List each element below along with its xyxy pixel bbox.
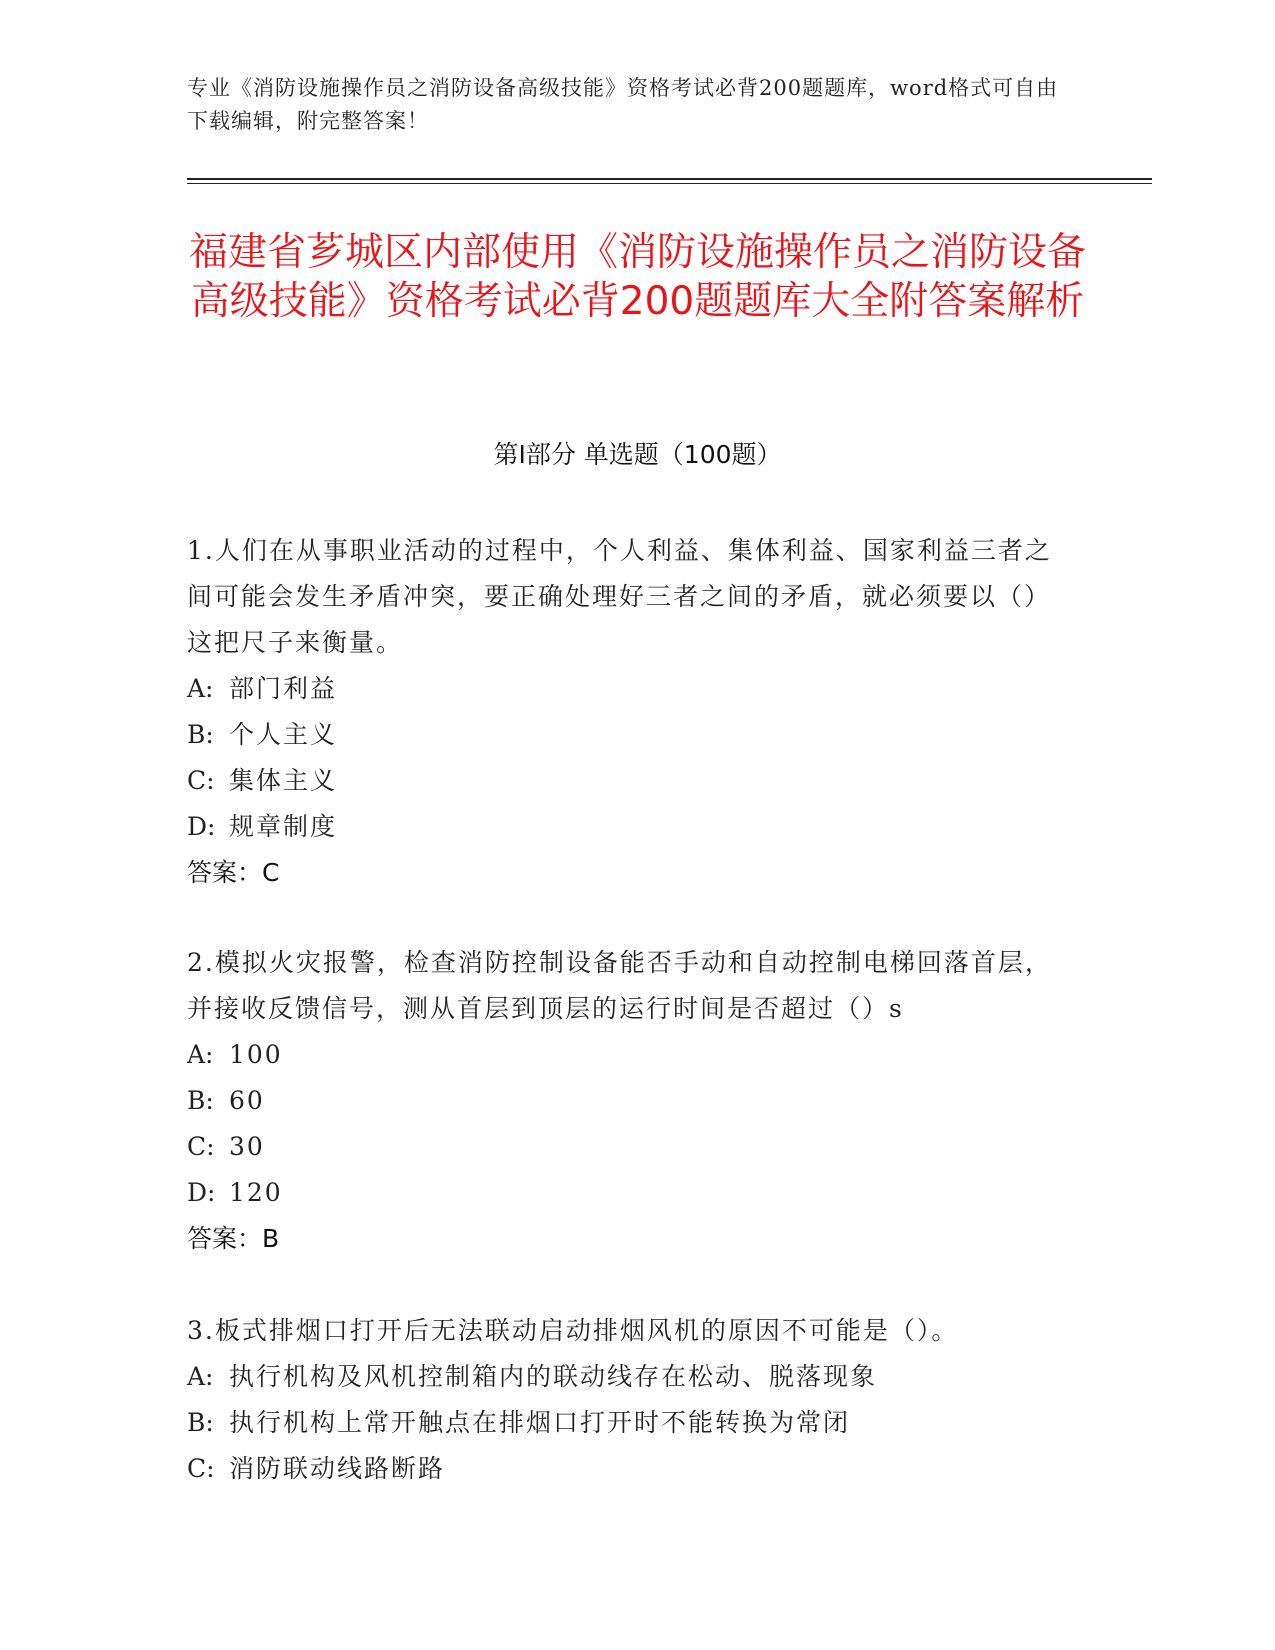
option-d: [187, 804, 1067, 850]
option-b: [187, 1078, 1067, 1124]
option-c: [187, 1446, 1067, 1492]
option-letter: C:: [187, 766, 215, 795]
question-3: [187, 1308, 1067, 1492]
option-text: 集体主义: [229, 766, 338, 795]
option-letter: A:: [187, 1040, 214, 1069]
option-d: [187, 1170, 1067, 1216]
option-b: [187, 712, 1067, 758]
option-letter: A:: [187, 1362, 214, 1391]
option-letter: A:: [187, 674, 214, 703]
option-letter: C:: [187, 1132, 215, 1161]
question-stem: 3.板式排烟口打开后无法联动启动排烟风机的原因不可能是（）。: [187, 1316, 959, 1345]
option-text: 30: [229, 1132, 265, 1161]
header-note: 专业《消防设施操作员之消防设备高级技能》资格考试必背200题题库，word格式可自由下载编辑，附完整答案！: [187, 76, 1059, 133]
question-stem: 2.模拟火灾报警，检查消防控制设备能否手动和自动控制电梯回落首层，并接收反馈信号，测从首层到顶层的运行时间是否超过（）s: [187, 948, 1052, 1023]
option-letter: B:: [187, 720, 214, 749]
option-a: [187, 666, 1067, 712]
option-b: [187, 1400, 1067, 1446]
answer: 答案：C: [187, 858, 280, 887]
option-text: 60: [229, 1086, 265, 1115]
document-title: 福建省芗城区内部使用《消防设施操作员之消防设备高级技能》资格考试必背200题题库大全附答案解析: [188, 230, 1086, 324]
header-rule-thin: [187, 183, 1152, 184]
question-1: [187, 528, 1067, 896]
option-letter: C:: [187, 1454, 215, 1483]
section-heading: 第Ⅰ部分 单选题（100题）: [493, 440, 782, 469]
option-text: 120: [229, 1178, 283, 1207]
option-c: [187, 1124, 1067, 1170]
option-letter: D:: [187, 812, 216, 841]
question-2: [187, 940, 1067, 1262]
option-text: 执行机构上常开触点在排烟口打开时不能转换为常闭: [229, 1408, 851, 1437]
answer: 答案：B: [187, 1224, 280, 1253]
option-text: 规章制度: [229, 812, 338, 841]
option-text: 部门利益: [229, 674, 338, 703]
option-text: 100: [229, 1040, 283, 1069]
question-stem: 1.人们在从事职业活动的过程中，个人利益、集体利益、国家利益三者之间可能会发生矛盾冲突，要正确处理好三者之间的矛盾，就必须要以（）这把尺子来衡量。: [187, 536, 1052, 657]
option-a: [187, 1032, 1067, 1078]
option-text: 个人主义: [229, 720, 338, 749]
option-letter: B:: [187, 1408, 214, 1437]
option-letter: D:: [187, 1178, 216, 1207]
option-a: [187, 1354, 1067, 1400]
option-text: 执行机构及风机控制箱内的联动线存在松动、脱落现象: [229, 1362, 878, 1391]
option-letter: B:: [187, 1086, 214, 1115]
option-c: [187, 758, 1067, 804]
header-rule-thick: [187, 178, 1152, 180]
option-text: 消防联动线路断路: [229, 1454, 446, 1483]
